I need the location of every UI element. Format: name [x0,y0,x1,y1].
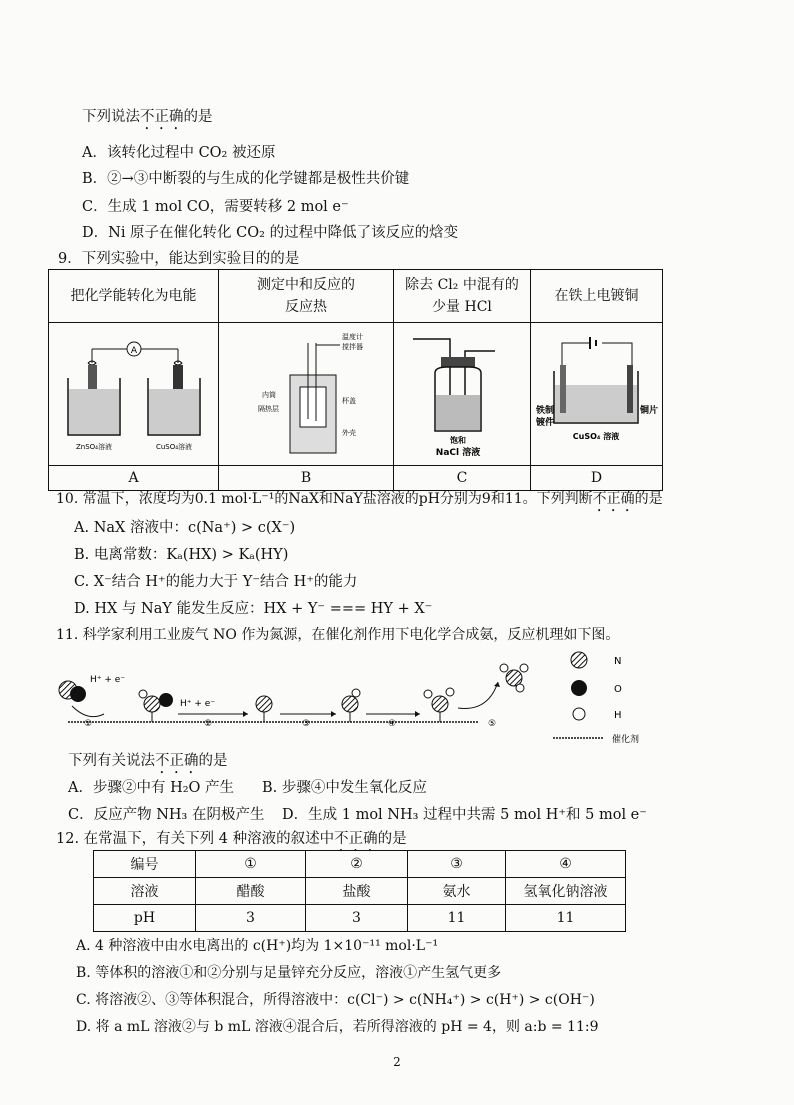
q9-label-d: D [531,466,663,491]
svg-text:搅拌器: 搅拌器 [342,343,363,351]
q9-figure-b [219,323,394,466]
q12-option-d: D. 将 a mL 溶液②与 b mL 溶液④混合后，若所得溶液的 pH = 4，则 a:b = 11:9 [76,1019,599,1035]
q12-solution-table [93,850,626,932]
q12-row-ph: pH 3 3 11 11 [94,905,626,932]
svg-text:内筒: 内筒 [262,391,276,399]
galvanic-cell-diagram [50,323,218,461]
svg-text:NaCl 溶液: NaCl 溶液 [435,448,481,458]
svg-text:杯盖: 杯盖 [342,397,356,405]
q12-option-c: C. 将溶液②、③等体积混合，所得溶液中：c(Cl⁻) > c(NH₄⁺) > c(H⁺) > c(OH⁻) [76,992,595,1008]
svg-text:⑤: ⑤ [487,719,497,729]
page-number: 2 [393,1055,401,1069]
q9-label-b: B [219,466,394,491]
q9-figure-c [394,323,531,466]
q8-option-b: B．②→③中断裂的与生成的化学键都是极性共价键 [82,171,410,187]
svg-text:镀件: 镀件 [535,418,554,428]
svg-text:O: O [614,684,622,695]
q9-label-c: C [394,466,531,491]
q10-stem: 10. 常温下，浓度均为0.1 mol·L⁻¹的NaX和NaY盐溶液的pH分别为9和11。下列判断不正确的是 [56,491,663,507]
q9-header-a: 把化学能转化为电能 [49,270,219,323]
svg-text:①: ① [83,719,93,729]
svg-text:温度计: 温度计 [342,333,363,341]
svg-text:CuSO₄ 溶液: CuSO₄ 溶液 [572,432,619,441]
svg-text:H⁺ + e⁻: H⁺ + e⁻ [180,699,216,709]
svg-text:隔热层: 隔热层 [258,405,279,413]
svg-text:③: ③ [301,719,311,729]
svg-text:④: ④ [387,719,397,729]
svg-text:H: H [614,710,622,721]
q10-option-b: B. 电离常数：Kₐ(HX) > Kₐ(HY) [74,547,289,563]
q8-stem: 下列说法不正确的是 [82,109,213,125]
svg-text:外壳: 外壳 [342,429,356,437]
svg-text:CuSO₄溶液: CuSO₄溶液 [155,443,192,451]
q11-option-b: B. 步骤④中发生氧化反应 [262,780,427,796]
svg-text:H⁺ + e⁻: H⁺ + e⁻ [90,675,126,685]
electroplating-diagram [532,323,662,461]
q12-option-b: B. 等体积的溶液①和②分别与足量锌充分反应，溶液①产生氢气更多 [76,965,502,981]
svg-text:铁制: 铁制 [535,406,554,416]
q9-figure-d [531,323,663,466]
q11-option-c: C．反应产物 NH₃ 在阴极产生 [68,807,265,823]
q11-option-a: A．步骤②中有 H₂O 产生 [68,780,235,796]
svg-text:铜片: 铜片 [639,406,658,416]
svg-text:ZnSO₄溶液: ZnSO₄溶液 [75,443,112,451]
q12-stem: 12. 在常温下，有关下列 4 种溶液的叙述中不正确的是 [56,831,407,847]
q11-stem: 11. 科学家利用工业废气 NO 作为氮源，在催化剂作用下电化学合成氨，反应机理如下图。 [56,627,620,643]
q11-sub-stem: 下列有关说法不正确的是 [68,753,228,769]
q10-option-a: A. NaX 溶液中：c(Na⁺) > c(X⁻) [74,520,296,536]
svg-text:A: A [130,346,137,356]
q12-option-a: A. 4 种溶液中由水电离出的 c(H⁺)均为 1×10⁻¹¹ mol·L⁻¹ [76,938,439,954]
q9-header-b: 测定中和反应的 反应热 [219,270,394,323]
q9-header-d: 在铁上电镀铜 [531,270,663,323]
svg-text:②: ② [203,719,213,729]
q10-option-d: D. HX 与 NaY 能发生反应：HX + Y⁻ === HY + X⁻ [74,601,433,617]
svg-text:饱和: 饱和 [450,436,466,445]
reaction-mechanism-diagram [48,648,668,748]
q9-stem: 9．下列实验中，能达到实验目的的是 [58,251,300,267]
q9-label-a: A [49,466,219,491]
q8-option-c: C．生成 1 mol CO，需要转移 2 mol e⁻ [82,199,349,215]
q10-option-c: C. X⁻结合 H⁺的能力大于 Y⁻结合 H⁺的能力 [74,574,358,590]
q12-row-solution: 溶液 醋酸 盐酸 氨水 氢氧化钠溶液 [94,878,626,905]
q8-option-d: D．Ni 原子在催化转化 CO₂ 的过程中降低了该反应的焓变 [82,225,459,241]
svg-text:N: N [614,656,622,667]
q9-header-c: 除去 Cl₂ 中混有的 少量 HCl [394,270,531,323]
q8-option-a: A．该转化过程中 CO₂ 被还原 [82,145,276,161]
gas-washing-bottle-diagram [395,323,529,461]
q12-row-number: 编号 ① ② ③ ④ [94,851,626,878]
q9-experiment-table [48,269,663,491]
calorimeter-diagram [220,323,392,461]
svg-text:催化剂: 催化剂 [612,735,640,745]
q9-figure-a [49,323,219,466]
q11-option-d: D．生成 1 mol NH₃ 过程中共需 5 mol H⁺和 5 mol e⁻ [282,807,647,823]
